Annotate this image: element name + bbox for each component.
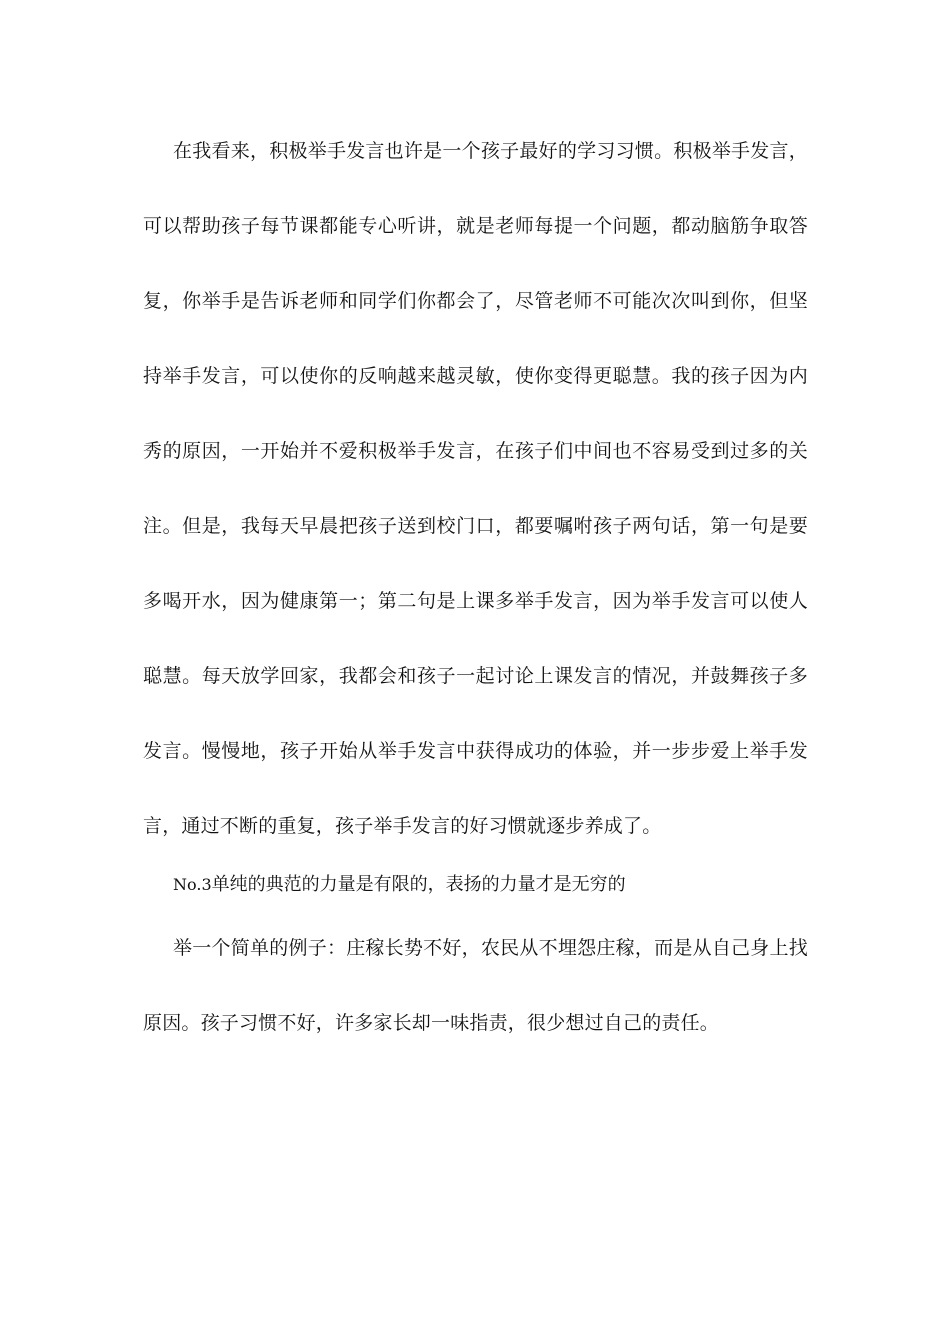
body-paragraph-1: 在我看来，积极举手发言也许是一个孩子最好的学习习惯。积极举手发言，可以帮助孩子每节课都能专心听讲，就是老师每提一个问题，都动脑筋争取答复，你举手是告诉老师和同学们你都会了，尽管老师不可能次次叫到你，但坚持举手发言，可以使你的反响越来越灵敏，使你变得更聪慧。我的孩子因为内秀的原因，一开始并不爱积极举手发言，在孩子们中间也不容易受到过多的关注。但是，我每天早晨把孩子送到校门口，都要嘱咐孩子两句话，第一句是要多喝开水，因为健康第一；第二句是上课多举手发言，因为举手发言可以使人聪慧。每天放学回家，我都会和孩子一起讨论上课发言的情况，并鼓舞孩子多发言。慢慢地，孩子开始从举手发言中获得成功的体验，并一步步爱上举手发言，通过不断的重复，孩子举手发言的好习惯就逐步养成了。 bbox=[143, 140, 808, 837]
body-paragraph-2: 举一个简单的例子：庄稼长势不好，农民从不埋怨庄稼，而是从自己身上找原因。孩子习惯不好，许多家长却一味指责，很少想过自己的责任。 bbox=[143, 937, 808, 1034]
section-heading bbox=[173, 870, 813, 900]
section-heading-text: 单纯的典范的力量是有限的，表扬的力量才是无穷的 bbox=[211, 874, 626, 895]
section-number: No.3 bbox=[173, 875, 212, 894]
